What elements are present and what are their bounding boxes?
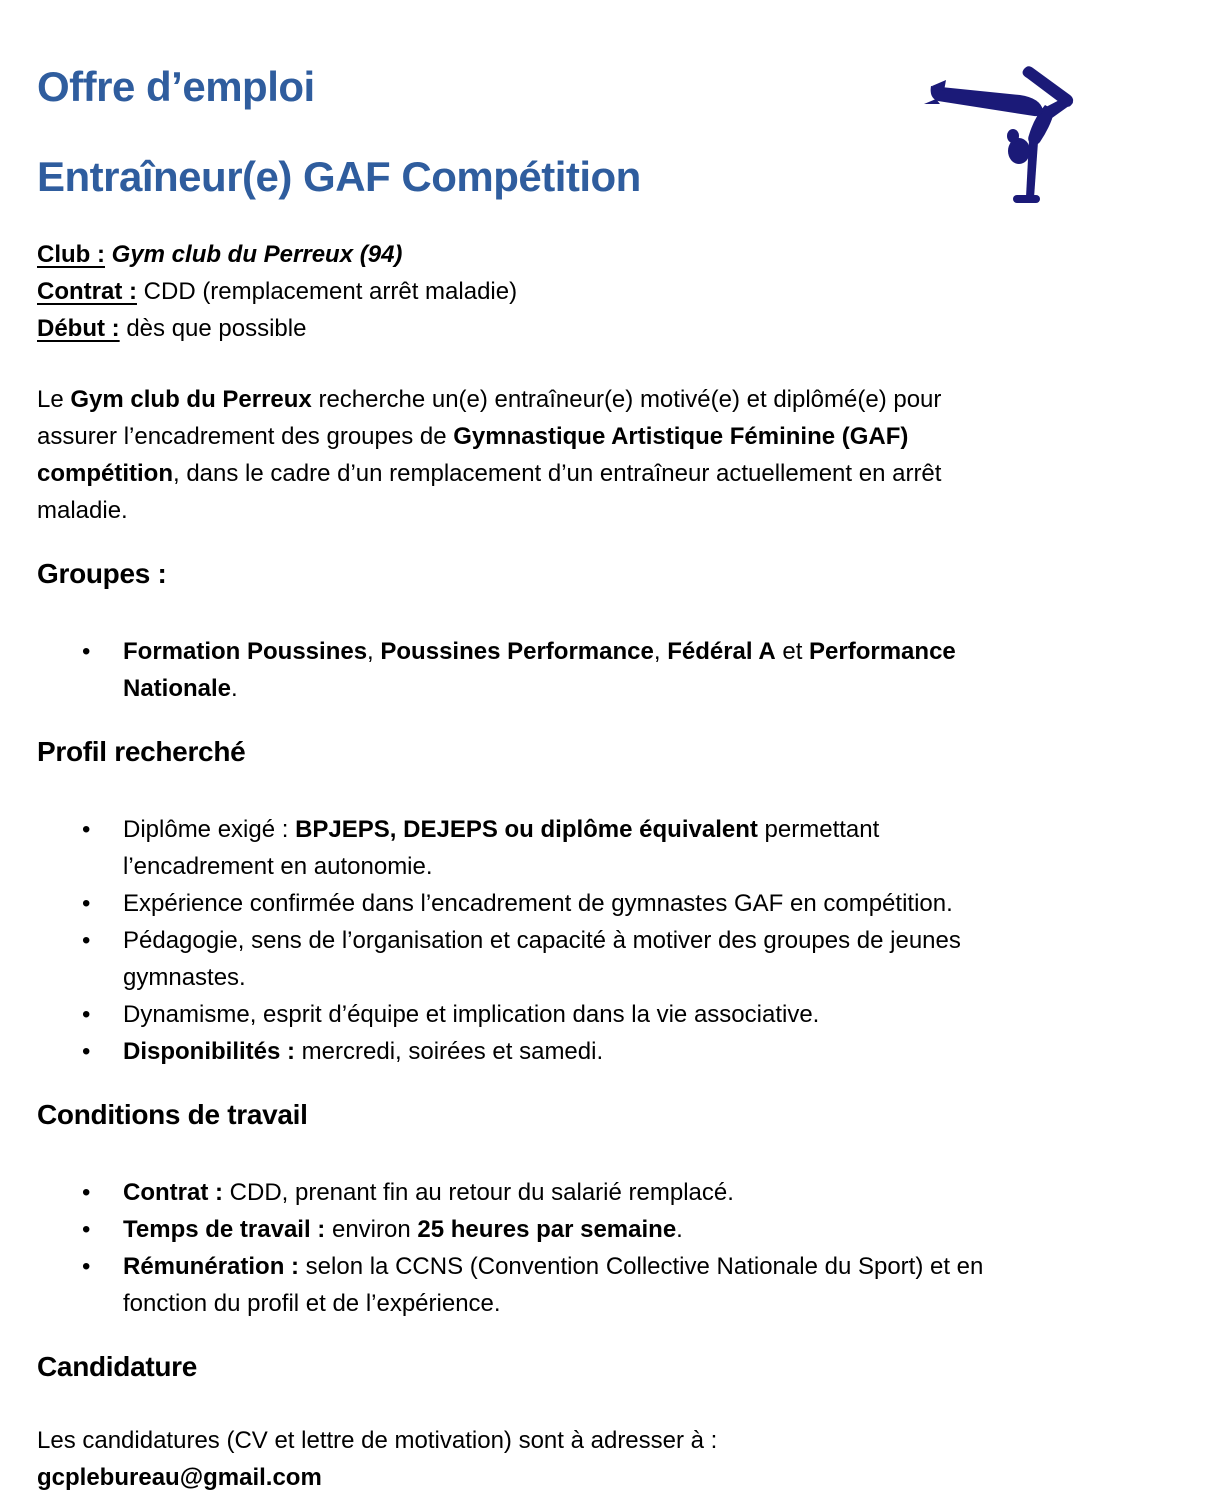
bullet-list [37, 811, 1160, 1070]
text-run: Gymnastique Artistique Féminine (GAF) [453, 423, 909, 450]
text-run: Contrat : [37, 278, 137, 305]
text-run: Contrat : [123, 1179, 223, 1206]
text-run: . [231, 675, 238, 702]
job-meta [37, 236, 1160, 347]
text-run: Gym club du Perreux [70, 386, 312, 413]
text-run: CDD, prenant fin au retour du salarié remplacé. [222, 1179, 734, 1206]
meta-line [37, 310, 1160, 347]
meta-line [37, 273, 1160, 310]
text-run: , dans le cadre d’un remplacement d’un entraîneur actuellement en arrêt [173, 460, 942, 487]
bullet-item [37, 885, 1160, 922]
bullet-item [37, 1174, 1160, 1211]
text-run: 25 heures par semaine [417, 1216, 677, 1243]
bullet-item [37, 633, 1160, 707]
bullet-item [37, 811, 1160, 885]
text-run: CDD (remplacement arrêt maladie) [136, 278, 518, 305]
text-run: dès que possible [119, 315, 307, 342]
section-heading: Groupes : [37, 558, 167, 589]
bullet-item [37, 1033, 1160, 1070]
text-run [105, 241, 112, 268]
text-run: selon la CCNS (Convention Collective Nationale du Sport) et en [299, 1253, 984, 1280]
bullet-item [37, 996, 1160, 1033]
text-run: environ [325, 1216, 418, 1243]
bullet-list [37, 633, 1160, 707]
text-run: Temps de travail : [123, 1216, 326, 1243]
text-run: recherche un(e) entraîneur(e) motivé(e) et diplômé(e) pour [311, 386, 942, 413]
section-heading: Candidature [37, 1351, 198, 1382]
page-subtitle: Entraîneur(e) GAF Compétition [37, 153, 641, 200]
text-run: compétition [37, 460, 173, 487]
text-run: mercredi, soirées et samedi. [295, 1038, 604, 1065]
text-run: Dynamisme, esprit d’équipe et implication dans la vie associative. [123, 1001, 820, 1028]
text-run: permettant [757, 816, 880, 843]
text-run: Fédéral A [667, 638, 776, 665]
text-run: Le [37, 386, 71, 413]
section-heading: Profil recherché [37, 736, 246, 767]
text-run: Performance [809, 638, 956, 665]
text-run: gcplebureau@gmail.com [37, 1464, 322, 1491]
bullet-list [37, 1174, 1160, 1322]
text-run: Rémunération : [123, 1253, 300, 1280]
text-run: Diplôme exigé : [123, 816, 296, 843]
text-run: assurer l’encadrement des groupes de [37, 423, 454, 450]
intro-paragraph [37, 381, 1160, 529]
text-run: Disponibilités : [123, 1038, 296, 1065]
text-run: Les candidatures (CV et lettre de motivation) sont à adresser à : [37, 1427, 718, 1454]
text-run: gymnastes. [123, 964, 246, 991]
bullet-item [37, 1211, 1160, 1248]
bullet-item [37, 1248, 1160, 1322]
text-run: , [367, 638, 381, 665]
text-run: , [653, 638, 668, 665]
gymnast-logo-icon [900, 40, 1120, 240]
text-run: Pédagogie, sens de l’organisation et capacité à motiver des groupes de jeunes [123, 927, 961, 954]
section-paragraph [37, 1422, 1160, 1496]
text-run: Formation Poussines [123, 638, 368, 665]
sections-container [37, 557, 1160, 1496]
text-run: Expérience confirmée dans l’encadrement de gymnastes GAF en compétition. [123, 890, 953, 917]
text-run: Poussines Performance [380, 638, 654, 665]
meta-line [37, 236, 1160, 273]
text-run: Début : [37, 315, 120, 342]
section-heading: Conditions de travail [37, 1099, 308, 1130]
text-run: Club : [37, 241, 105, 268]
text-run: fonction du profil et de l’expérience. [123, 1290, 501, 1317]
text-run: l’encadrement en autonomie. [123, 853, 433, 880]
text-run: maladie. [37, 497, 128, 524]
text-run: et [775, 638, 810, 665]
text-run: . [676, 1216, 683, 1243]
page-title: Offre d’emploi [37, 63, 315, 110]
text-run: Gym club du Perreux (94) [111, 241, 403, 268]
bullet-item [37, 922, 1160, 996]
text-run: BPJEPS, DEJEPS ou diplôme équivalent [295, 816, 758, 843]
text-run: Nationale [123, 675, 232, 702]
